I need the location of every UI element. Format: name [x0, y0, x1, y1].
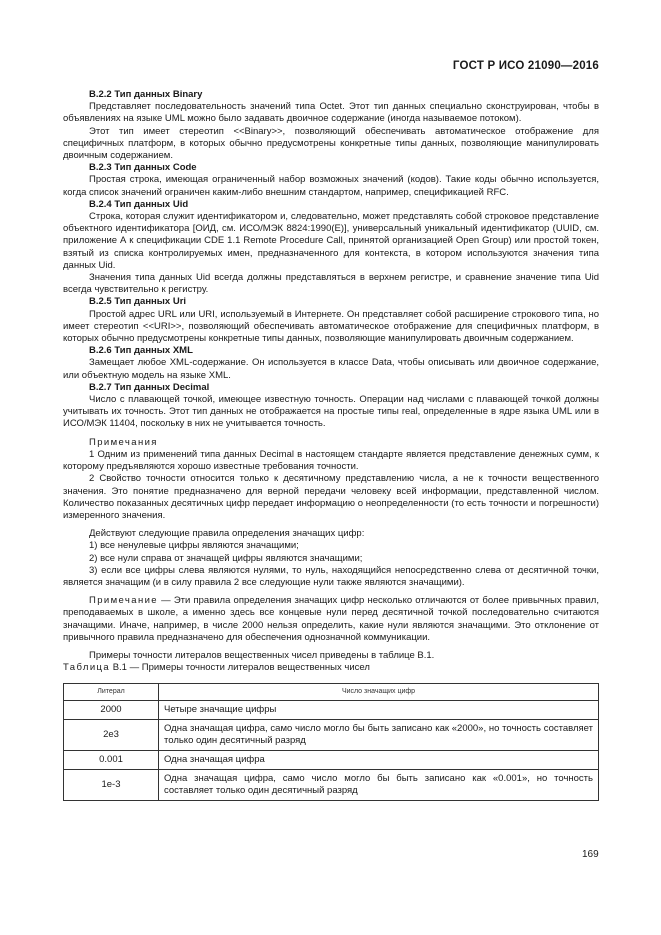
paragraph: Число с плавающей точкой, имеющее известную точность. Операции над числами с плавающей точкой должны учитывать их точность. Этот тип данных не отображается на простые типы real, определенные в ядре языка UML или в ИСО/МЭК 11404, поскольку в них не учитывается точность. [63, 394, 599, 430]
section-heading-uid: B.2.4 Тип данных Uid [89, 198, 189, 210]
paragraph: Этот тип имеет стереотип <<Binary>>, позволяющий обеспечивать автоматическое отображение для специфичных платформ, в которых обычно предусмотрены конкретные типы данных, позволяющие манипулировать двоичным содержанием. [63, 125, 599, 162]
rule-item: 2) все нули справа от значащей цифры являются значащими; [89, 552, 363, 564]
paragraph: Замещает любое XML-содержание. Он используется в классе Data, чтобы описывать или двоичное содержание, или объектную модель на языке XML. [63, 357, 599, 381]
document-header: ГОСТ Р ИСО 21090—2016 [452, 60, 599, 72]
table-row [64, 770, 599, 801]
section-heading-binary: B.2.2 Тип данных Binary [89, 89, 203, 100]
paragraph: Представляет последовательность значений типа Octet. Этот тип данных специально сконструирован, чтобы в объявлениях на языке UML можно было задавать двоичное содержание (иногда называемое потоком). [63, 101, 599, 125]
cell-description: Четыре значащие цифры [159, 701, 599, 720]
cell-description: Одна значащая цифра [159, 751, 599, 770]
page-content [63, 89, 599, 801]
rules-intro: Действуют следующие правила определения значащих цифр: [89, 528, 365, 540]
cell-literal: 1e-3 [64, 770, 159, 801]
note-paragraph [63, 595, 599, 644]
note-label: Примечание [89, 595, 158, 607]
paragraph: Простой адрес URL или URI, используемый в Интернете. Он представляет собой расширение строкового типа, но имеет стереотип <<URI>>, позволяющий обеспечивать автоматическое отображение для специфичных платформ, в которых обычно предусмотрены конкретные типы данных, позволяющие манипулировать двоичным содержанием. [63, 308, 599, 345]
cell-description: Одна значащая цифра, само число могло бы быть записано как «0.001», но точность составляет только один десятичный разряд [159, 770, 599, 801]
rule-item: 1) все ненулевые цифры являются значащими; [89, 540, 299, 552]
section-heading-decimal: B.2.7 Тип данных Decimal [89, 381, 210, 393]
column-header-significant-digits: Число значащих цифр [159, 684, 599, 701]
section-heading-uri: B.2.5 Тип данных Uri [89, 296, 187, 308]
note-item: 1 Одним из применений типа данных Decimal в настоящем стандарте является представление денежных сумм, к которому предъявляются хорошо известные требования точности. [63, 448, 599, 473]
note-text: — Эти правила определения значащих цифр несколько отличаются от более привычных правил, преподаваемых в школе, а именно здесь все концевые нули перед десятичной точкой последовательно считаются значащими. Иначе, например, в числе 2000 нельзя определить, какие нули являются значащими. Это отклонение от привычного правила предназначено для обеспечения однозначной коммуникации. [63, 595, 599, 643]
table-caption [63, 662, 599, 674]
table-row [64, 701, 599, 720]
table-row [64, 751, 599, 770]
section-heading-xml: B.2.6 Тип данных XML [89, 345, 193, 357]
note-item: 2 Свойство точности относится только к десятичному представлению числа, а не к точности вещественного значения. Это понятие предназначено для верной передачи человеку всей информации, представленной числом. Количество показанных десятичных цифр передает информацию о неопределенности (то есть точности и погрешности) измеренного значения. [63, 473, 599, 521]
cell-description: Одна значащая цифра, само число могло бы быть записано как «2000», но точность составляет только один десятичный разряд [159, 720, 599, 751]
precision-table [63, 683, 599, 801]
table-caption-text: B.1 — Примеры точности литералов вещественных чисел [110, 662, 370, 674]
cell-literal: 2e3 [64, 720, 159, 751]
rule-item: 3) если все цифры слева являются нулями, то нуль, находящийся непосредственно слева от десятичной точки, является значащим (и в силу правила 2 все следующие нули также являются значащими). [63, 564, 599, 588]
paragraph: Значения типа данных Uid всегда должны представляться в верхнем регистре, и сравнение значение типа Uid всегда чувствительно к регистру. [63, 272, 599, 296]
table-header-row [64, 684, 599, 701]
column-header-literal: Литерал [64, 684, 159, 701]
cell-literal: 2000 [64, 701, 159, 720]
paragraph: Строка, которая служит идентификатором и, следовательно, может представлять собой строковое представление объектного идентификатора [ОИД, см. ИСО/МЭК 8824:1990(E)], универсальный уникальный идентификатор (UUID, см. приложение А к спецификации CDE 1.1 Remote Procedure Call, принятой организацией Open Group) или простой токен, взятый из списка контролируемых имен, предназначенного для контекста, в котором используются значения типа данных Uid. [63, 211, 599, 271]
cell-literal: 0.001 [64, 751, 159, 770]
notes-heading: Примечания [89, 436, 158, 448]
page-number: 169 [582, 849, 599, 860]
section-heading-code: B.2.3 Тип данных Code [89, 162, 197, 174]
paragraph: Простая строка, имеющая ограниченный набор возможных значений (кодов). Такие коды обычно используется, когда список значений ограничен каким-либо внешним стандартом, например, спецификацией RFC. [63, 174, 599, 198]
table-caption-label: Таблица [63, 662, 111, 674]
table-row [64, 720, 599, 751]
table-reference: Примеры точности литералов вещественных чисел приведены в таблице B.1. [89, 649, 435, 661]
